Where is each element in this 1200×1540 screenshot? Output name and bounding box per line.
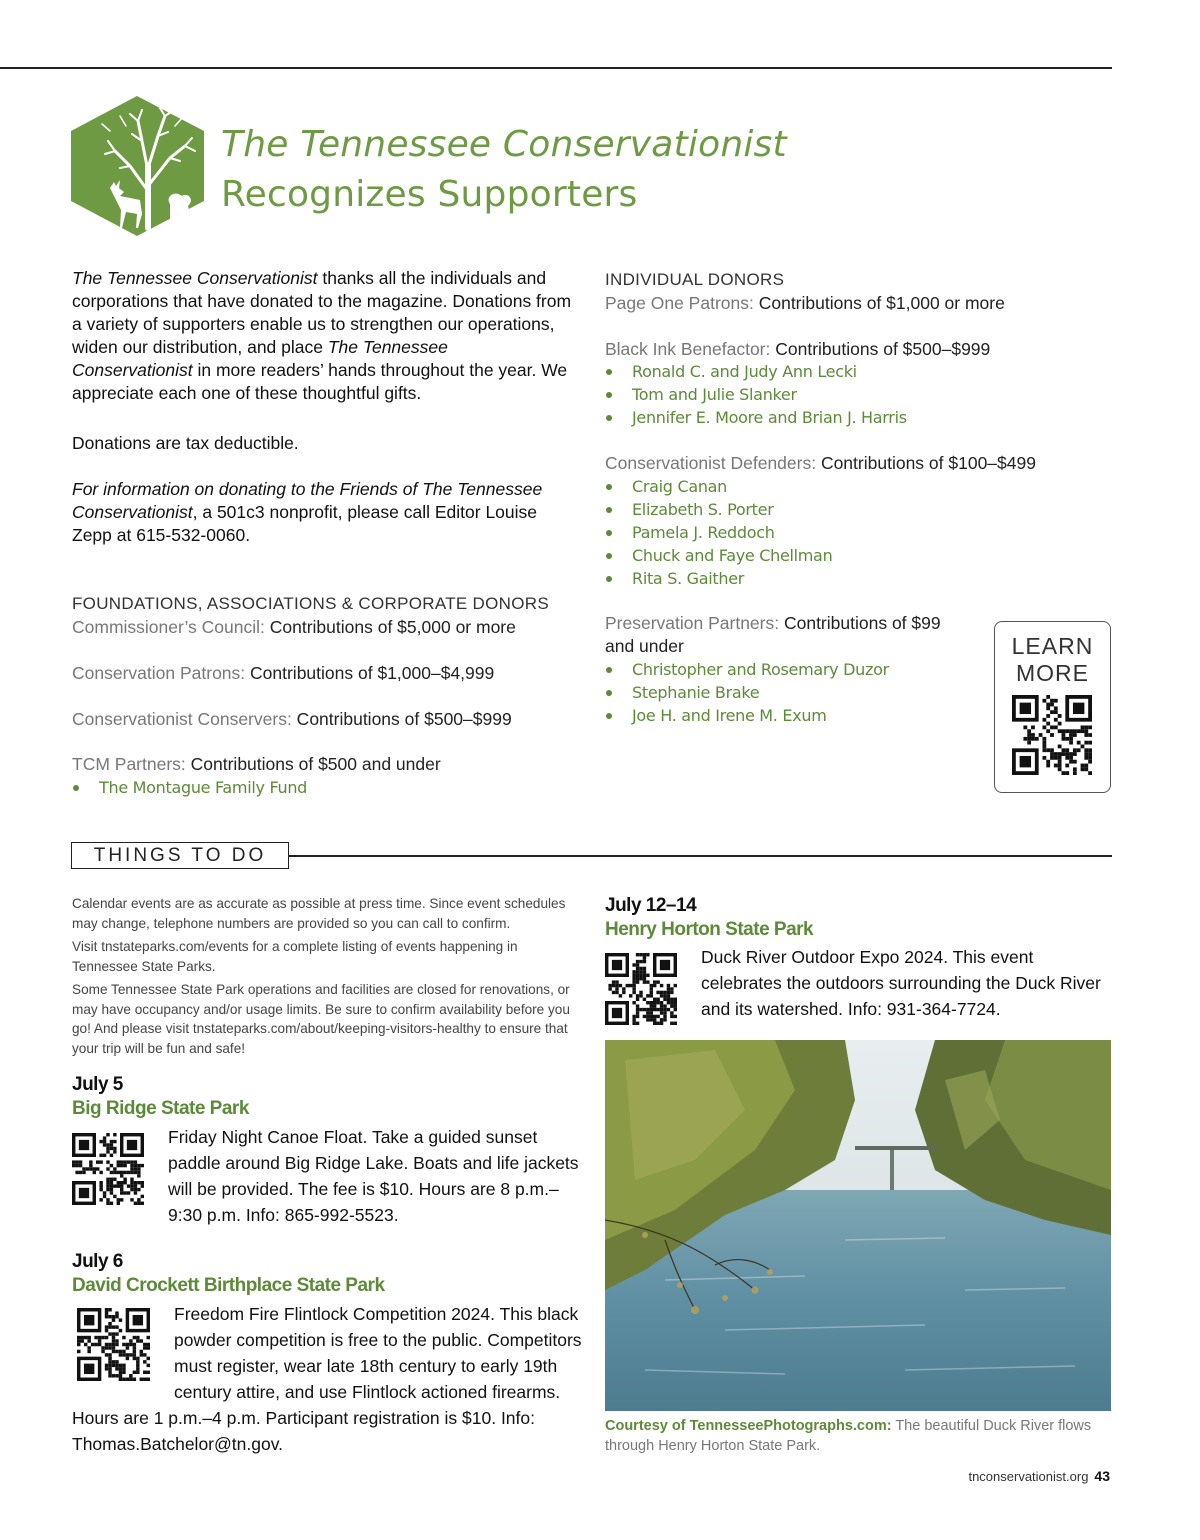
intro-text-a: thanks all the individuals and corporations that have donated to the magazine. Donations from a variety of supporters enable us to strengthen our operations, widen our distribution, and place: [72, 268, 572, 357]
list-item: Craig Canan: [605, 475, 832, 498]
tier-conservationist-defenders: Conservationist Defenders: Contributions of $100–$499: [605, 453, 1036, 473]
calendar-note: Visit tnstateparks.com/events for a complete listing of events happening in Tennessee State Parks.: [72, 939, 518, 974]
calendar-note: Calendar events are as accurate as possible at press time. Since event schedules may change, telephone numbers are provided so you can call to confirm.: [72, 896, 566, 931]
photo-caption: [605, 1416, 1111, 1456]
tier-preservation-partners: Preservation Partners: Contributions of $99 and under: [605, 613, 941, 656]
event-description: Freedom Fire Flintlock Competition 2024. This black powder competition is free to the public. Competitors must register, wear late 18th century to early 19th century attire, and use Flintlock actioned firearms. Hours are 1 p.m.–4 p.m. Participant registration is $10. Info: Thomas.Batchelor@tn.gov.: [72, 1301, 582, 1457]
tier-tcm-partners: TCM Partners: Contributions of $500 and under: [72, 754, 441, 774]
event-park: David Crockett Birthplace State Park: [72, 1275, 385, 1296]
list-item: Chuck and Faye Chellman: [605, 544, 832, 567]
event-park: Henry Horton State Park: [605, 919, 814, 940]
things-to-do-heading: THINGS TO DO: [93, 845, 267, 866]
defender-donor-list: [605, 475, 832, 590]
individual-donors-heading: INDIVIDUAL DONORS: [605, 270, 785, 289]
magazine-name: The Tennessee Conservationist: [72, 268, 318, 288]
event-date: July 6: [72, 1251, 123, 1272]
tier-commissioners-council: Commissioner’s Council: Contributions of $5,000 or more: [72, 617, 516, 637]
list-item: Tom and Julie Slanker: [605, 383, 907, 406]
page-title: Recognizes Supporters: [221, 174, 638, 215]
list-item: Christopher and Rosemary Duzor: [605, 658, 889, 681]
tier-conservation-patrons: Conservation Patrons: Contributions of $1,000–$4,999: [72, 663, 495, 683]
event-description: Duck River Outdoor Expo 2024. This event celebrates the outdoors surrounding the Duck River and its watershed. Info: 931-364-7724.: [701, 947, 1101, 1019]
tier-black-ink-benefactor: Black Ink Benefactor: Contributions of $500–$999: [605, 339, 991, 359]
calendar-notes: [72, 894, 582, 1062]
event-date: July 12–14: [605, 895, 697, 916]
black-ink-donor-list: [605, 360, 907, 429]
list-item: The Montague Family Fund: [72, 776, 307, 799]
page-footer: [968, 1468, 1110, 1484]
foundations-heading: FOUNDATIONS, ASSOCIATIONS & CORPORATE DONORS: [72, 594, 549, 613]
qr-code-icon[interactable]: [72, 1133, 144, 1205]
things-to-do-box: [71, 842, 289, 869]
intro-text-b: in more readers’ hands throughout the year. We appreciate each one of these thoughtful gifts.: [72, 360, 568, 403]
tax-note-text: Donations are tax deductible.: [72, 433, 299, 453]
list-item: Joe H. and Irene M. Exum: [605, 704, 889, 727]
qr-code-icon[interactable]: [605, 953, 677, 1025]
learn-more-box[interactable]: [994, 621, 1111, 793]
qr-spacer: [72, 1301, 174, 1405]
qr-code-icon[interactable]: [1012, 695, 1092, 775]
tax-note: [72, 432, 572, 455]
learn-more-label-2: MORE: [1016, 660, 1089, 686]
learn-more-label-1: LEARN: [1011, 633, 1094, 659]
photo-credit: Courtesy of TennesseePhotographs.com:: [605, 1418, 892, 1434]
event-date: July 5: [72, 1074, 123, 1095]
things-to-do-rule: [289, 855, 1112, 857]
event-description: Friday Night Canoe Float. Take a guided sunset paddle around Big Ridge Lake. Boats and life jackets will be provided. The fee is $10. Hours are 8 p.m.–9:30 p.m. Info: 865-992-5523.: [168, 1127, 579, 1225]
donation-info-italic: For information on donating to the Friends of The Tennessee Conservationist: [72, 479, 543, 522]
list-item: Elizabeth S. Porter: [605, 498, 832, 521]
top-rule: [0, 67, 1112, 69]
footer-site[interactable]: tnconservationist.org: [968, 1469, 1089, 1484]
list-item: Ronald C. and Judy Ann Lecki: [605, 360, 907, 383]
page-number: 43: [1094, 1468, 1110, 1484]
event-park: Big Ridge State Park: [72, 1098, 249, 1119]
intro-paragraph: [72, 267, 572, 405]
list-item: Pamela J. Reddoch: [605, 521, 832, 544]
donation-info-text: , a 501c3 nonprofit, please call Editor Louise Zepp at 615-532-0060.: [72, 502, 538, 545]
list-item: Jennifer E. Moore and Brian J. Harris: [605, 406, 907, 429]
calendar-note: Some Tennessee State Park operations and facilities are closed for renovations, or may have occupancy and/or usage limits. Be sure to confirm availability before you go! And please visit tnstateparks.com/about/keeping-visitors-healthy to ensure that your trip will be fun and safe!: [72, 982, 570, 1056]
page-title-italic: The Tennessee Conservationist: [221, 124, 787, 165]
list-item: Rita S. Gaither: [605, 567, 832, 590]
photo-caption-text: The beautiful Duck River flows through Henry Horton State Park.: [605, 1418, 1092, 1454]
donation-info: [72, 478, 572, 547]
tn-conservationist-hexagon-logo: [70, 96, 205, 236]
tier-page-one-patrons: Page One Patrons: Contributions of $1,000 or more: [605, 293, 1005, 313]
duck-river-photo: [605, 1040, 1111, 1411]
tier-conservationist-conservers: Conservationist Conservers: Contributions of $500–$999: [72, 709, 512, 729]
magazine-name-2: The Tennessee Conservationist: [72, 337, 448, 380]
list-item: Stephanie Brake: [605, 681, 889, 704]
tcm-donor-list: [72, 776, 307, 799]
preservation-donor-list: [605, 658, 889, 727]
